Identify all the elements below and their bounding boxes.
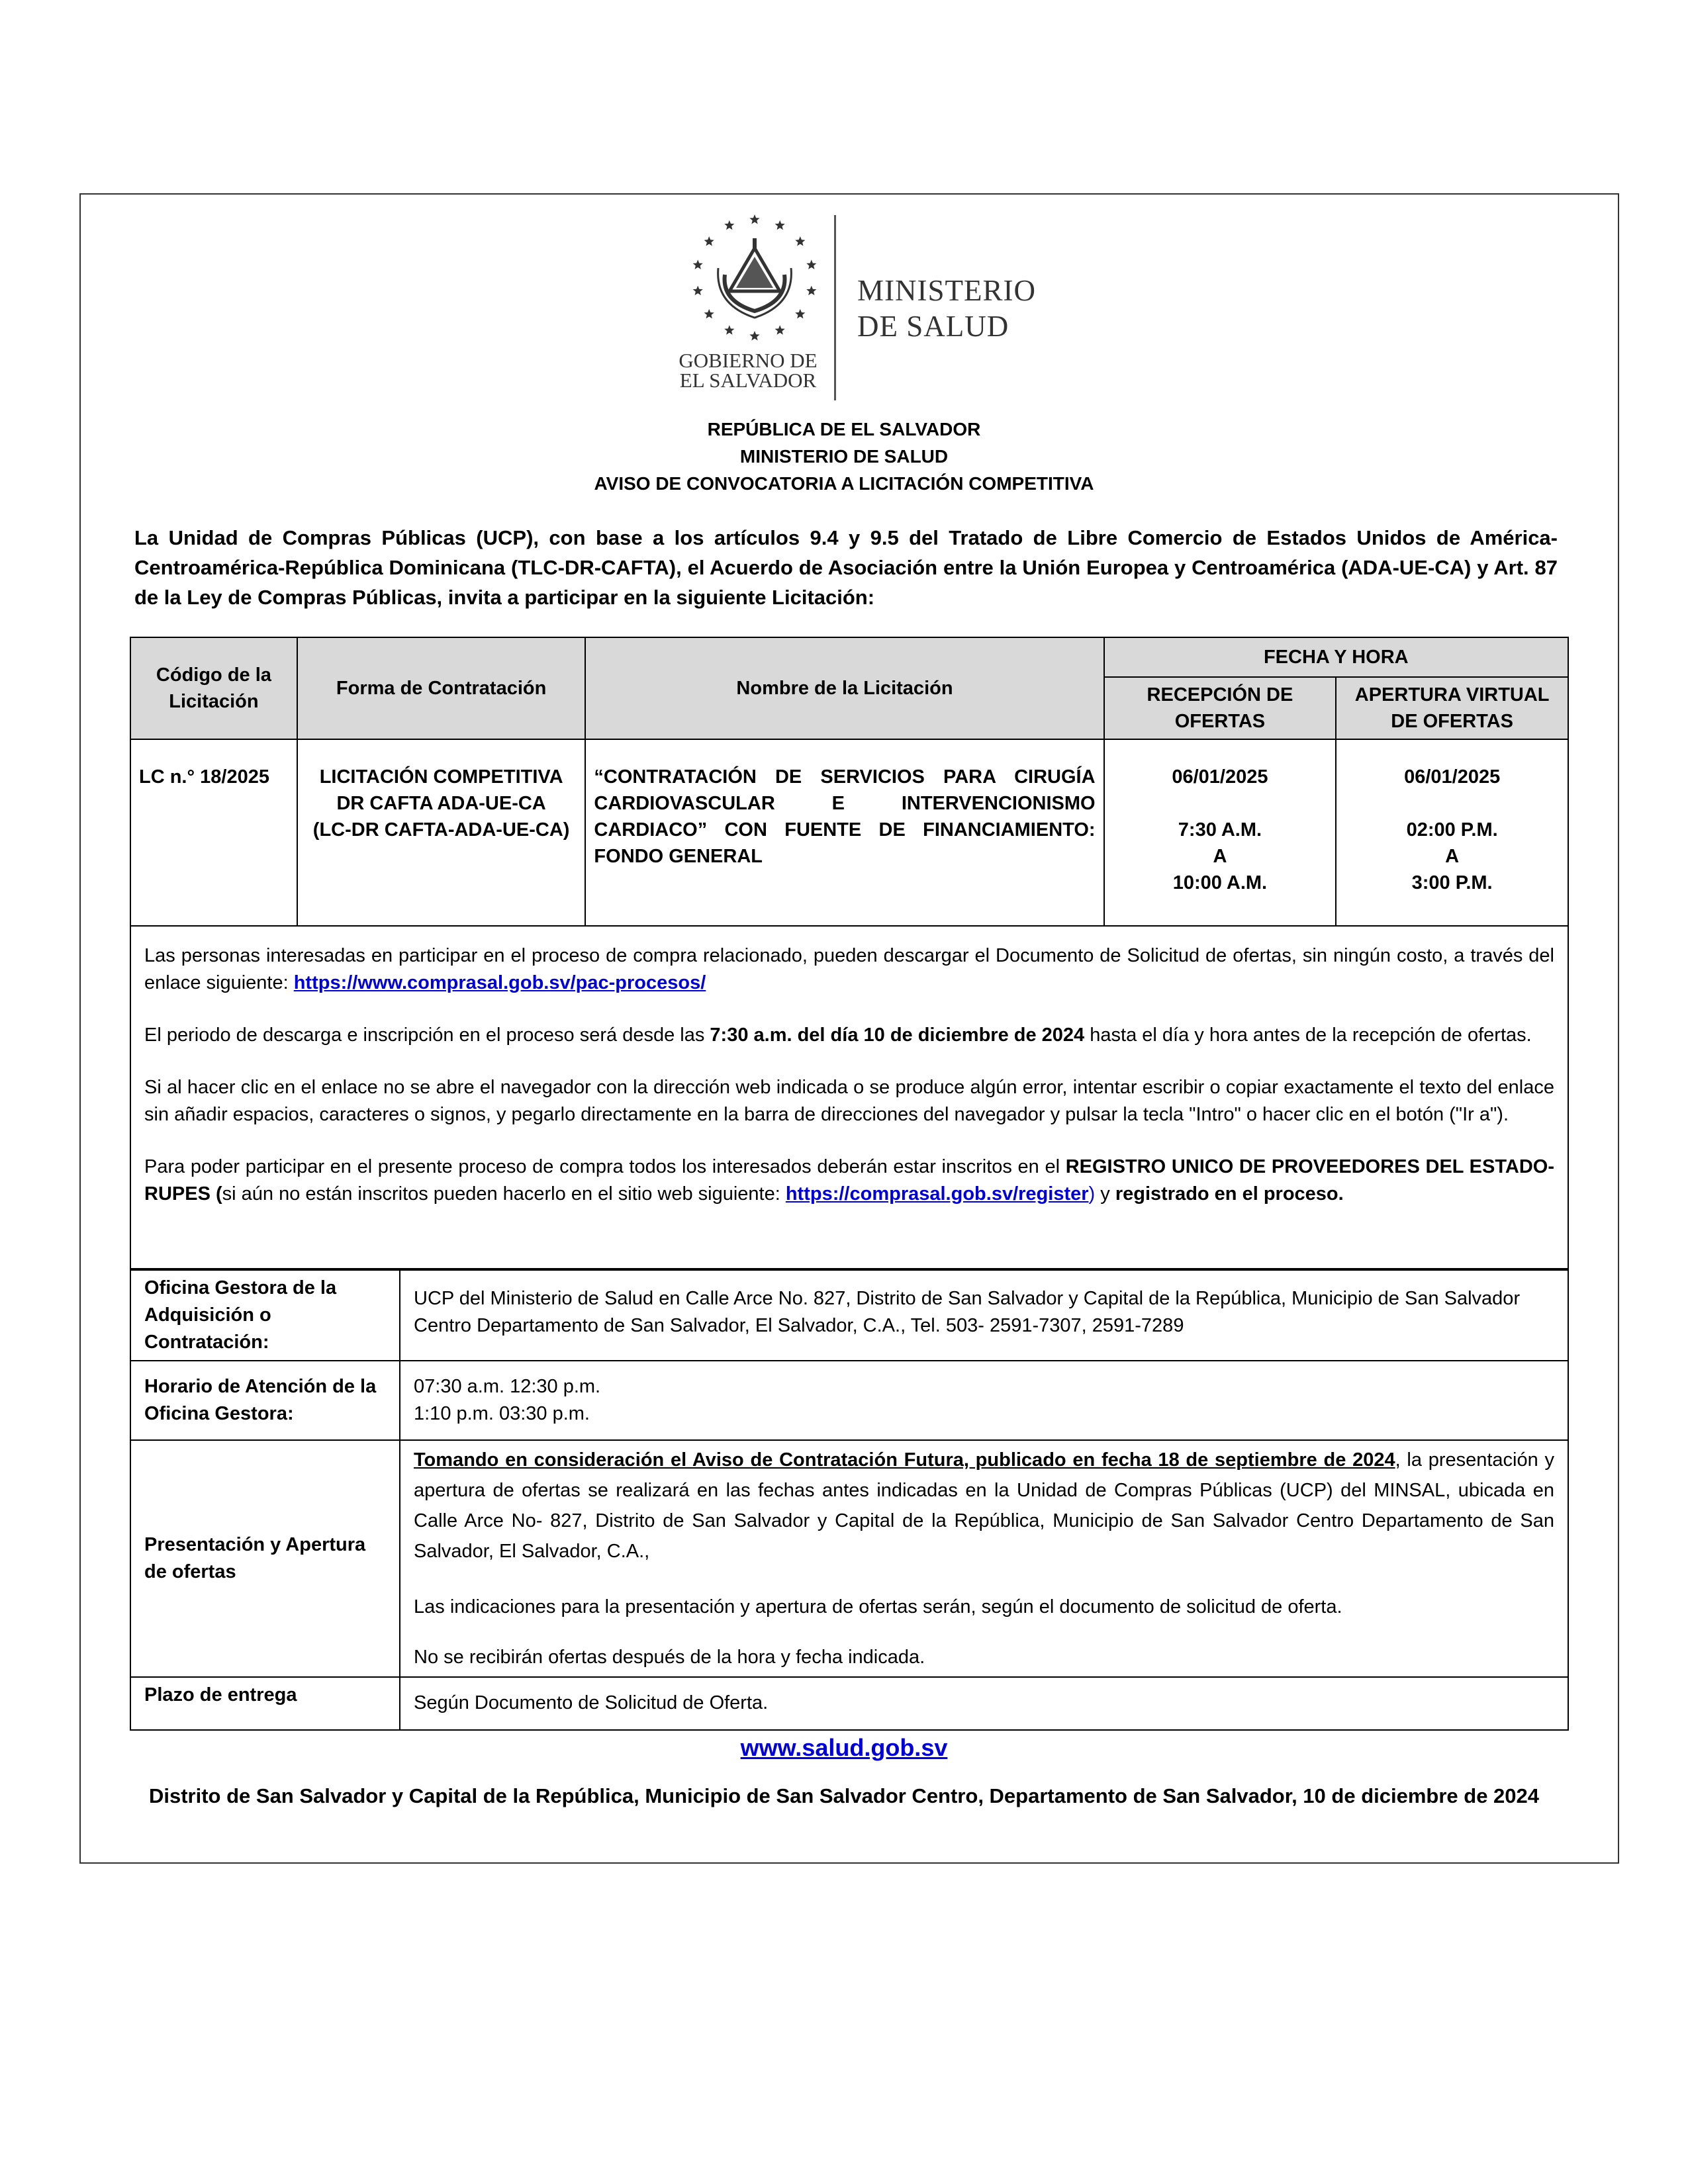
tender-name: “CONTRATACIÓN DE SERVICIOS PARA CIRUGÍA CARDIOVASCULAR E INTERVENCIONISMO CARDIACO” CON FUENTE DE FINANCIAMIENTO: FONDO GENERAL [585,739,1103,926]
link-help-note: Si al hacer clic en el enlace no se abre el navegador con la dirección web indicada o se produce algún error, intentar escribir o copiar exactamente el texto del enlace sin añadir espacios, caracteres o signos, y pegarlo directamente en la barra de direcciones del navegador y pulsar la tecla "Intro" o hacer clic en el botón ("Ir a"). [144,1077,1554,1125]
coat-of-arms-icon [688,212,821,344]
table-row [130,1270,1568,1361]
table-row [130,1361,1568,1440]
government-label: GOBIERNO DE EL SALVADOR [679,349,818,392]
closing-line: Distrito de San Salvador y Capital de la República, Municipio de San Salvador Centro, Departamento de San Salvador, 10 de diciembre de 2024 [148,1784,1540,1807]
header-name: Nombre de la Licitación [585,637,1103,739]
header-form: Forma de Contratación [297,637,586,739]
office-label: Oficina Gestora de la Adquisición o Contratación: [130,1270,400,1361]
header-date-group: FECHA Y HORA [1104,637,1568,677]
notes-section [130,921,1569,1269]
header-republic: REPÚBLICA DE EL SALVADOR [707,419,981,439]
presentation-label: Presentación y Apertura de ofertas [130,1440,400,1677]
info-table [130,1269,1569,1731]
hours-value: 07:30 a.m. 12:30 p.m. 1:10 p.m. 03:30 p.m. [400,1361,1568,1440]
presentation-value: Tomando en consideración el Aviso de Contratación Futura, publicado en fecha 18 de septiembre de 2024, la presentación y apertura de ofertas se realizará en las fechas antes indicadas en la Unidad de Compras Públicas (UCP) del MINSAL, ubicada en Calle Arce No- 827, Distrito de San Salvador y Capital de la República, Municipio de San Salvador Centro Departamento de San Salvador, El Salvador, C.A., Las indicaciones para la presentación y apertura de ofertas serán, según el documento de solicitud de oferta. No se recibirán ofertas después de la hora y fecha indicada. [400,1440,1568,1677]
logo-divider [834,215,836,400]
delivery-label: Plazo de entrega [130,1677,400,1730]
header-code: Código de la Licitación [130,637,297,739]
tender-table [130,637,1569,927]
table-row [130,739,1568,926]
reception-datetime: 06/01/2025 7:30 A.M. A 10:00 A.M. [1104,739,1336,926]
delivery-value: Según Documento de Solicitud de Oferta. [400,1677,1568,1730]
header-title: AVISO DE CONVOCATORIA A LICITACIÓN COMPETITIVA [594,473,1094,494]
header-opening: APERTURA VIRTUAL DE OFERTAS [1336,677,1568,739]
tender-form: LICITACIÓN COMPETITIVA DR CAFTA ADA-UE-CA (LC-DR CAFTA-ADA-UE-CA) [297,739,586,926]
tender-code: LC n.° 18/2025 [130,739,297,926]
ministry-name: MINISTERIO DE SALUD [857,274,1036,343]
procesos-link[interactable]: https://www.comprasal.gob.sv/pac-procesos/ [293,972,706,993]
register-link[interactable]: https://comprasal.gob.sv/register [785,1183,1089,1205]
download-period-note: El periodo de descarga e inscripción en el proceso será desde las 7:30 a.m. del día 10 de diciembre de 2024 hasta el día y hora antes de la recepción de ofertas. [144,1024,1532,1046]
hours-label: Horario de Atención de la Oficina Gestora: [130,1361,400,1440]
table-row [130,1677,1568,1730]
ministry-logo [669,212,1066,404]
website-link-container [0,1734,1688,1762]
header-ministry: MINISTERIO DE SALUD [739,446,949,467]
opening-datetime: 06/01/2025 02:00 P.M. A 3:00 P.M. [1336,739,1568,926]
table-row [130,1440,1568,1677]
download-note: Las personas interesadas en participar en el proceso de compra relacionado, pueden descargar el Documento de Solicitud de ofertas, sin ningún costo, a través del enlace siguiente: https://www.comprasal.gob.sv/pac-procesos/ [144,945,1554,993]
office-value: UCP del Ministerio de Salud en Calle Arce No. 827, Distrito de San Salvador y Capital de la República, Municipio de San Salvador Centro Departamento de San Salvador, El Salvador, C.A., Tel. 503- 2591-7307, 2591-7289 [400,1270,1568,1361]
website-link[interactable]: www.salud.gob.sv [740,1734,948,1761]
registration-note: Para poder participar en el presente proceso de compra todos los interesados deberán estar inscritos en el REGISTRO UNICO DE PROVEEDORES DEL ESTADO-RUPES (si aún no están inscritos pueden hacerlo en el sitio web siguiente: https://comprasal.gob.sv/register) y registrado en el proceso. [144,1156,1554,1205]
intro-paragraph: La Unidad de Compras Públicas (UCP), con base a los artículos 9.4 y 9.5 del Tratado de Libre Comercio de Estados Unidos de América-Centroamérica-República Dominicana (TLC-DR-CAFTA), el Acuerdo de Asociación entre la Unión Europea y Centroamérica (ADA-UE-CA) y Art. 87 de la Ley de Compras Públicas, invita a participar en la siguiente Licitación: [134,526,1558,609]
header-reception: RECEPCIÓN DE OFERTAS [1104,677,1336,739]
